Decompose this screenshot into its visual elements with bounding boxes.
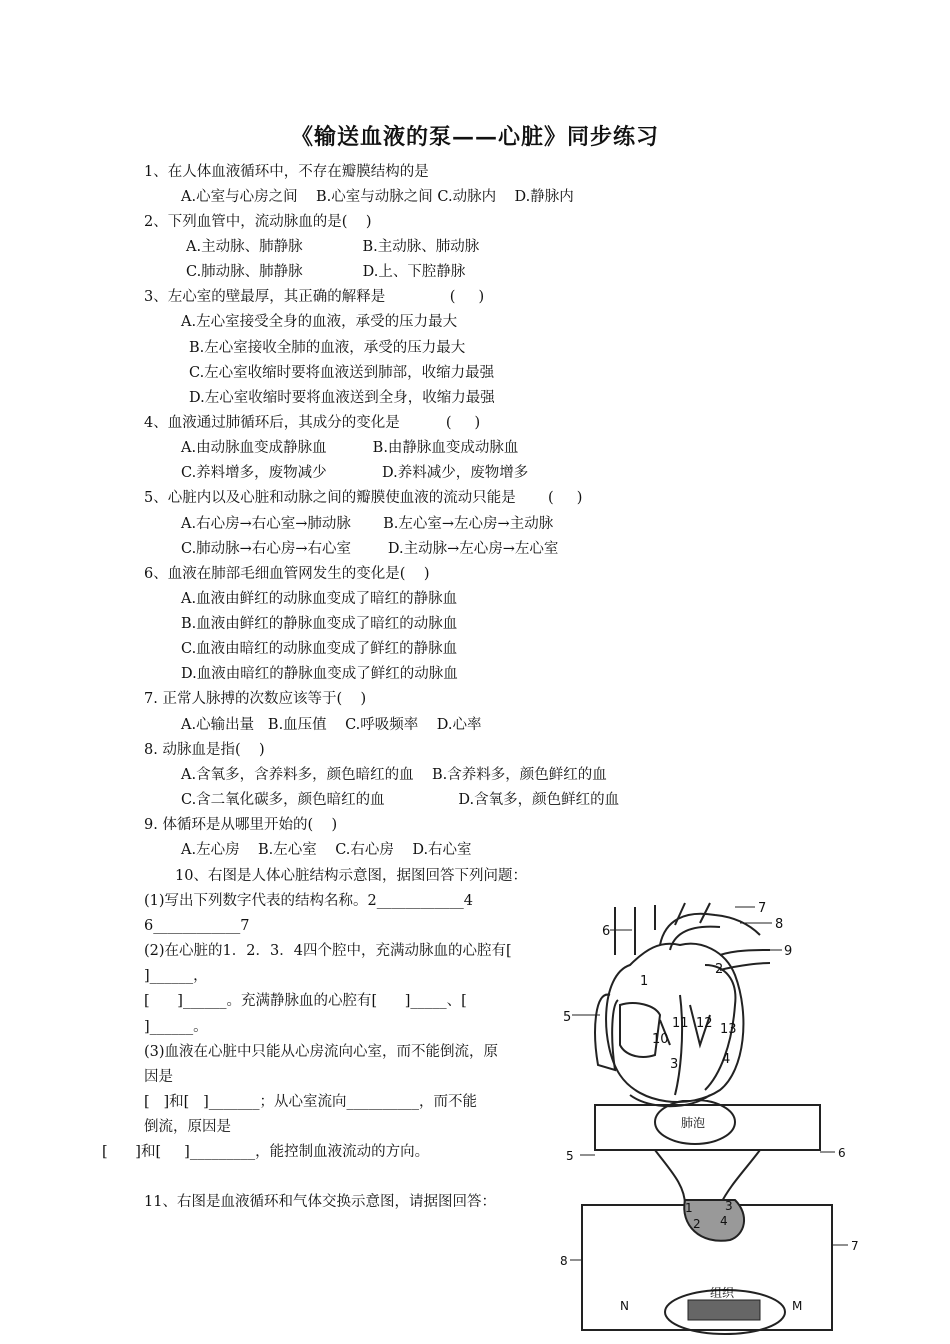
- circ-label: 1: [685, 1201, 693, 1215]
- text-line: A.含氧多，含养料多，颜色暗红的血 B.含养料多，颜色鲜红的血: [181, 767, 607, 783]
- heart-label: 13: [720, 1022, 737, 1037]
- text-line: A.血液由鲜红的动脉血变成了暗红的静脉血: [181, 591, 458, 607]
- text-line: D.血液由暗红的静脉血变成了鲜红的动脉血: [181, 666, 458, 682]
- heart-label: 5: [563, 1010, 572, 1025]
- text-line: A.左心室接受全身的血液，承受的压力最大: [181, 314, 458, 330]
- text-line: 9. 体循环是从哪里开始的( ): [144, 817, 338, 833]
- text-line: A.由动脉血变成静脉血 B.由静脉血变成动脉血: [181, 440, 519, 456]
- lung-label: 肺泡: [681, 1116, 706, 1130]
- page-title: 《输送血液的泵——心脏》同步练习: [290, 124, 659, 150]
- text-line: C.肺动脉→右心房→右心室 D.主动脉→左心房→左心室: [181, 541, 559, 557]
- text-line: C.含二氧化碳多，颜色暗红的血 D.含氧多，颜色鲜红的血: [181, 792, 620, 808]
- circ-label: 3: [725, 1199, 733, 1213]
- heart-label: 1: [640, 974, 649, 989]
- text-line: (2)在心脏的1．2．3．4四个腔中，充满动脉血的心腔有[: [144, 943, 512, 959]
- heart-label: 4: [722, 1052, 731, 1067]
- text-line: C.养料增多，废物减少 D.养料减少，废物增多: [181, 465, 529, 481]
- text-line: A.右心房→右心室→肺动脉 B.左心室→左心房→主动脉: [181, 516, 554, 532]
- text-line: D.左心室收缩时要将血液送到全身，收缩力最强: [189, 390, 495, 406]
- text-line: A.心室与心房之间 B.心室与动脉之间 C.动脉内 D.静脉内: [181, 189, 574, 205]
- circ-label: 8: [560, 1254, 568, 1268]
- circ-label: 4: [720, 1214, 728, 1228]
- circ-label: N: [620, 1299, 629, 1313]
- heart-label: 10: [652, 1032, 669, 1047]
- text-line: 5、心脏内以及心脏和动脉之间的瓣膜使血液的流动只能是 ( ): [144, 490, 583, 506]
- text-line: 3、左心室的壁最厚，其正确的解释是 ( ): [144, 289, 485, 305]
- text-line: 10、右图是人体心脏结构示意图，据图回答下列问题：: [175, 868, 527, 884]
- heart-diagram: [560, 895, 800, 1120]
- text-line: C.肺动脉、肺静脉 D.上、下腔静脉: [186, 264, 466, 280]
- text-line: [ ]和[ ]_______；从心室流向__________，而不能: [144, 1094, 478, 1110]
- circ-label: 7: [851, 1239, 859, 1253]
- text-line: 11、右图是血液循环和气体交换示意图，请据图回答：: [144, 1194, 496, 1210]
- text-line: 6____________7: [144, 918, 250, 934]
- circulation-diagram: [560, 1100, 870, 1344]
- circ-label: 6: [838, 1146, 846, 1160]
- text-line: A.主动脉、肺静脉 B.主动脉、肺动脉: [186, 239, 480, 255]
- heart-label: 3: [670, 1057, 679, 1072]
- circ-label: M: [792, 1299, 803, 1313]
- heart-label: 7: [758, 901, 767, 916]
- text-line: A.左心房 B.左心室 C.右心房 D.右心室: [181, 842, 472, 858]
- text-line: [ ]______。充满静脉血的心腔有[ ]_____、[: [144, 993, 467, 1009]
- text-line: 因是: [144, 1069, 173, 1085]
- text-line: 倒流，原因是: [144, 1119, 231, 1135]
- heart-label: 2: [715, 962, 724, 977]
- text-line: 6、血液在肺部毛细血管网发生的变化是( ): [144, 566, 430, 582]
- text-line: B.左心室接收全肺的血液，承受的压力最大: [189, 340, 466, 356]
- text-line: 1、在人体血液循环中，不存在瓣膜结构的是: [144, 164, 429, 180]
- text-line: C.血液由暗红的动脉血变成了鲜红的静脉血: [181, 641, 458, 657]
- text-line: B.血液由鲜红的静脉血变成了暗红的动脉血: [181, 616, 458, 632]
- tissue-label: 组织: [710, 1286, 735, 1300]
- text-line: 7. 正常人脉搏的次数应该等于( ): [144, 691, 367, 707]
- circ-label: 5: [566, 1149, 574, 1163]
- text-line: 2、下列血管中，流动脉血的是( ): [144, 214, 372, 230]
- text-line: (1)写出下列数字代表的结构名称。2____________4: [144, 893, 473, 909]
- text-line: ]______。: [144, 1019, 208, 1035]
- text-line: C.左心室收缩时要将血液送到肺部，收缩力最强: [189, 365, 495, 381]
- heart-label: 12: [696, 1016, 713, 1031]
- text-line: (3)血液在心脏中只能从心房流向心室，而不能倒流，原: [144, 1044, 499, 1060]
- heart-label: 6: [602, 924, 611, 939]
- heart-label: 11: [672, 1016, 689, 1031]
- text-line: ]______，: [144, 968, 208, 984]
- circ-label: 2: [693, 1217, 701, 1231]
- text-line: 8. 动脉血是指( ): [144, 742, 265, 758]
- text-line: A.心输出量 B.血压值 C.呼吸频率 D.心率: [181, 717, 482, 733]
- text-line: [ ]和[ ]_________，能控制血液流动的方向。: [102, 1144, 430, 1160]
- heart-label: 8: [775, 917, 784, 932]
- heart-label: 9: [784, 944, 793, 959]
- text-line: 4、血液通过肺循环后，其成分的变化是 ( ): [144, 415, 481, 431]
